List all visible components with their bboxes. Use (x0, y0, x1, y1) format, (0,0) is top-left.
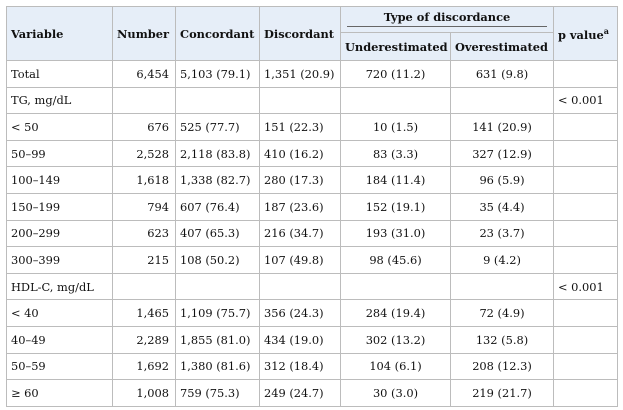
cell-concordant: 407 (65.3) (176, 220, 260, 247)
cell-concordant: 108 (50.2) (176, 247, 260, 274)
cell-p (554, 61, 618, 88)
cell-over: 23 (3.7) (451, 220, 554, 247)
cell-variable: 50–59 (7, 353, 113, 380)
cell-variable: 100–149 (7, 167, 113, 194)
cell-number: 2,289 (113, 326, 176, 353)
cell-under: 98 (45.6) (341, 247, 451, 274)
table-row (7, 300, 618, 327)
cell-over: 35 (4.4) (451, 193, 554, 220)
cell-p (554, 220, 618, 247)
header-p-value-label: p value (558, 27, 604, 42)
cell-over: 141 (20.9) (451, 114, 554, 141)
cell-number (113, 87, 176, 114)
cell-variable: Total (7, 61, 113, 88)
cell-discordant: 107 (49.8) (260, 247, 341, 274)
cell-over: 631 (9.8) (451, 61, 554, 88)
cell-number: 1,618 (113, 167, 176, 194)
cell-over: 72 (4.9) (451, 300, 554, 327)
cell-p: < 0.001 (554, 87, 618, 114)
cell-under: 30 (3.0) (341, 380, 451, 407)
cell-p (554, 300, 618, 327)
cell-discordant: 356 (24.3) (260, 300, 341, 327)
cell-over (451, 87, 554, 114)
header-p-value (554, 7, 618, 61)
cell-variable: 300–399 (7, 247, 113, 274)
discordance-table (6, 6, 618, 407)
cell-p (554, 114, 618, 141)
cell-over (451, 273, 554, 300)
cell-discordant: 187 (23.6) (260, 193, 341, 220)
cell-under: 152 (19.1) (341, 193, 451, 220)
cell-number: 2,528 (113, 140, 176, 167)
cell-p (554, 247, 618, 274)
table-row (7, 61, 618, 88)
header-discordant: Discordant (260, 7, 341, 61)
cell-over: 96 (5.9) (451, 167, 554, 194)
cell-p: < 0.001 (554, 273, 618, 300)
cell-number: 794 (113, 193, 176, 220)
cell-concordant: 1,855 (81.0) (176, 326, 260, 353)
cell-p (554, 380, 618, 407)
cell-under: 284 (19.4) (341, 300, 451, 327)
cell-concordant (176, 273, 260, 300)
header-type-of-discordance-label: Type of discordance (347, 10, 547, 27)
cell-p (554, 167, 618, 194)
cell-over: 9 (4.2) (451, 247, 554, 274)
cell-over: 219 (21.7) (451, 380, 554, 407)
cell-under (341, 87, 451, 114)
header-overestimated: Overestimated (451, 33, 554, 61)
cell-p (554, 326, 618, 353)
cell-under: 193 (31.0) (341, 220, 451, 247)
cell-concordant: 759 (75.3) (176, 380, 260, 407)
cell-discordant: 216 (34.7) (260, 220, 341, 247)
table-row (7, 114, 618, 141)
cell-number: 623 (113, 220, 176, 247)
cell-concordant: 1,338 (82.7) (176, 167, 260, 194)
cell-variable: HDL-C, mg/dL (7, 273, 113, 300)
cell-under: 720 (11.2) (341, 61, 451, 88)
table-row (7, 167, 618, 194)
cell-variable: ≥ 60 (7, 380, 113, 407)
cell-p (554, 353, 618, 380)
cell-number: 6,454 (113, 61, 176, 88)
cell-concordant: 607 (76.4) (176, 193, 260, 220)
cell-discordant (260, 273, 341, 300)
cell-discordant: 434 (19.0) (260, 326, 341, 353)
cell-under: 104 (6.1) (341, 353, 451, 380)
table-row (7, 353, 618, 380)
cell-number (113, 273, 176, 300)
cell-variable: 200–299 (7, 220, 113, 247)
header-type-of-discordance (341, 7, 554, 33)
table-row (7, 326, 618, 353)
cell-concordant: 2,118 (83.8) (176, 140, 260, 167)
cell-under: 83 (3.3) (341, 140, 451, 167)
cell-variable: TG, mg/dL (7, 87, 113, 114)
header-p-value-footnote: a (603, 25, 609, 36)
cell-variable: < 40 (7, 300, 113, 327)
cell-over: 132 (5.8) (451, 326, 554, 353)
cell-number: 676 (113, 114, 176, 141)
cell-number: 1,008 (113, 380, 176, 407)
cell-p (554, 193, 618, 220)
table-body (7, 61, 618, 407)
cell-concordant: 1,380 (81.6) (176, 353, 260, 380)
cell-concordant: 1,109 (75.7) (176, 300, 260, 327)
table-row (7, 380, 618, 407)
cell-concordant: 5,103 (79.1) (176, 61, 260, 88)
cell-discordant: 249 (24.7) (260, 380, 341, 407)
cell-over: 208 (12.3) (451, 353, 554, 380)
table-row (7, 220, 618, 247)
cell-variable: 150–199 (7, 193, 113, 220)
cell-under: 10 (1.5) (341, 114, 451, 141)
cell-discordant: 151 (22.3) (260, 114, 341, 141)
header-concordant: Concordant (176, 7, 260, 61)
header-underestimated: Underestimated (341, 33, 451, 61)
cell-number: 1,692 (113, 353, 176, 380)
cell-discordant: 280 (17.3) (260, 167, 341, 194)
cell-discordant: 1,351 (20.9) (260, 61, 341, 88)
cell-concordant: 525 (77.7) (176, 114, 260, 141)
cell-variable: 40–49 (7, 326, 113, 353)
cell-variable: 50–99 (7, 140, 113, 167)
cell-over: 327 (12.9) (451, 140, 554, 167)
table-header (7, 7, 618, 61)
cell-discordant: 410 (16.2) (260, 140, 341, 167)
cell-under: 302 (13.2) (341, 326, 451, 353)
cell-number: 215 (113, 247, 176, 274)
table-row (7, 140, 618, 167)
header-number: Number (113, 7, 176, 61)
cell-number: 1,465 (113, 300, 176, 327)
table-row (7, 247, 618, 274)
table-row (7, 273, 618, 300)
cell-under (341, 273, 451, 300)
cell-concordant (176, 87, 260, 114)
cell-variable: < 50 (7, 114, 113, 141)
cell-discordant (260, 87, 341, 114)
cell-under: 184 (11.4) (341, 167, 451, 194)
cell-discordant: 312 (18.4) (260, 353, 341, 380)
cell-p (554, 140, 618, 167)
table-row (7, 193, 618, 220)
table-row (7, 87, 618, 114)
header-variable: Variable (7, 7, 113, 61)
